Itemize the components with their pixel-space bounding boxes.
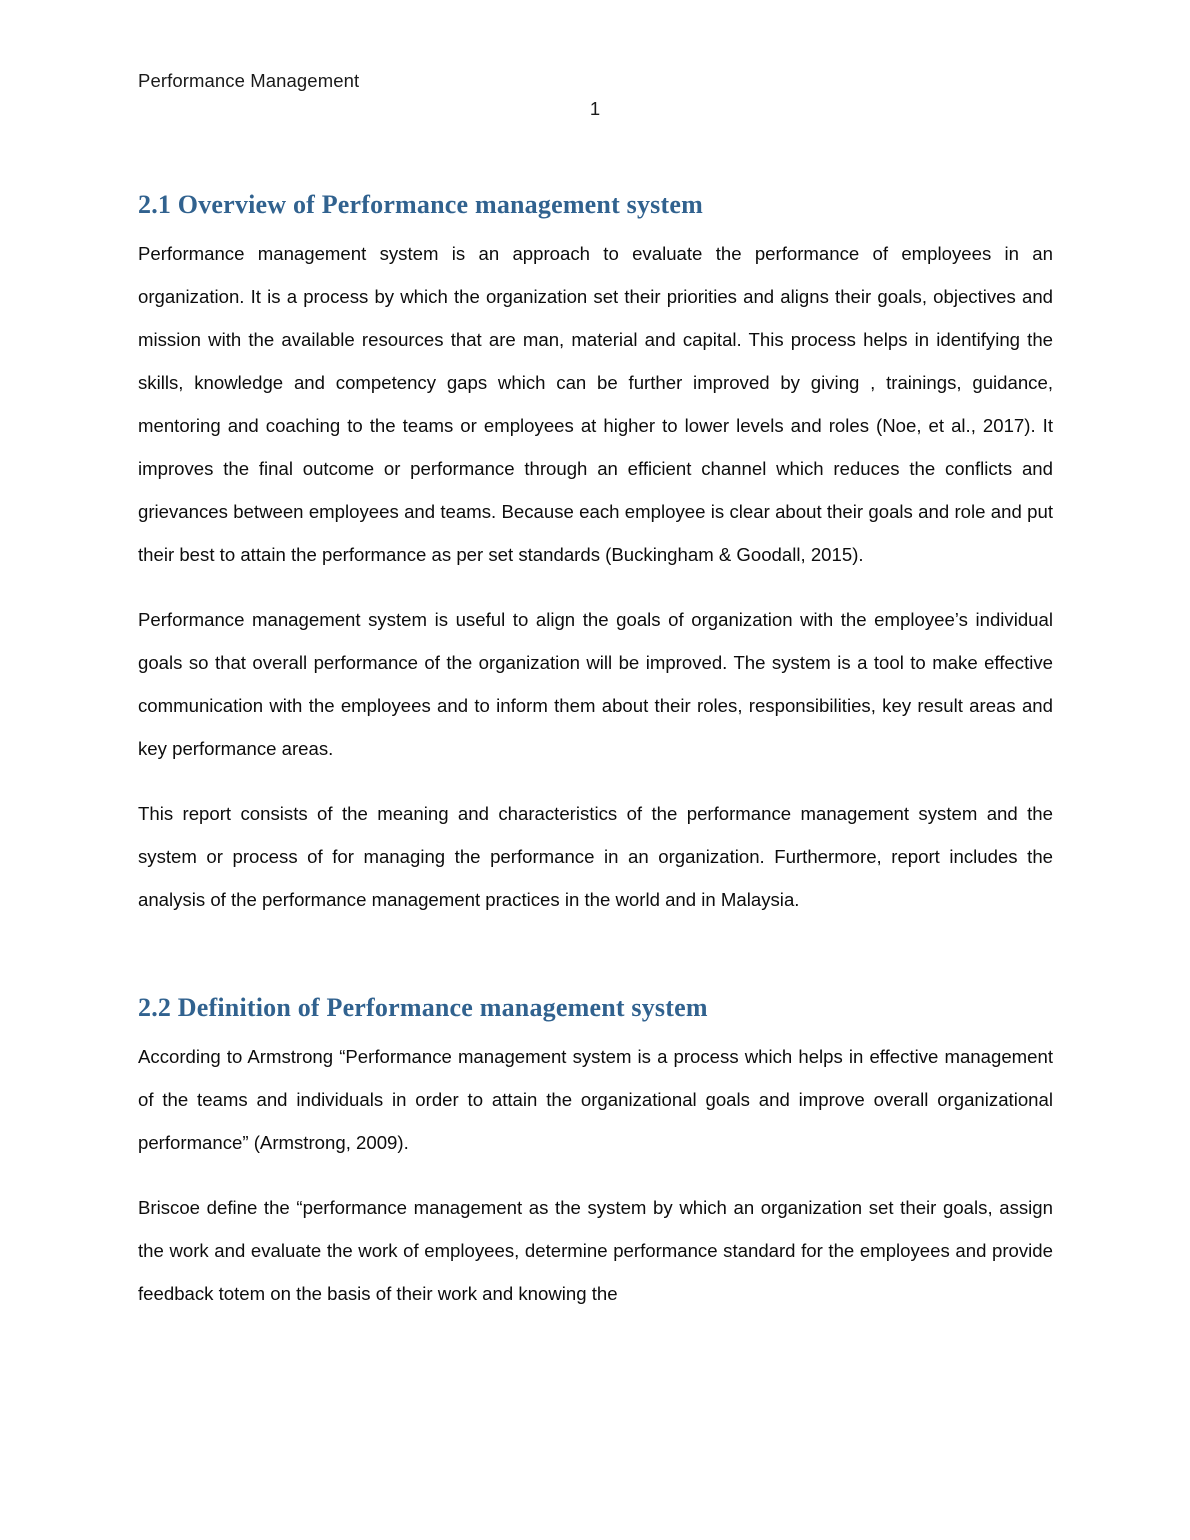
running-head: Performance Management bbox=[138, 70, 360, 91]
document-body bbox=[138, 190, 1053, 1315]
paragraph: Performance management system is an approach to evaluate the performance of employees in an organization. It is a process by which the organization set their priorities and aligns their goals, objectives and mission with the available resources that are man, material and capital. This process helps in identifying the skills, knowledge and competency gaps which can be further improved by giving , trainings, guidance, mentoring and coaching to the teams or employees at higher to lower levels and roles (Noe, et al., 2017). It improves the final outcome or performance through an efficient channel which reduces the conflicts and grievances between employees and teams. Because each employee is clear about their goals and role and put their best to attain the performance as per set standards (Buckingham & Goodall, 2015). bbox=[138, 242, 1053, 565]
paragraph: According to Armstrong “Performance management system is a process which helps in effective management of the teams and individuals in order to attain the organizational goals and improve overall organizational performance” (Armstrong, 2009). bbox=[138, 1045, 1053, 1153]
paragraph: Performance management system is useful to align the goals of organization with the employee’s individual goals so that overall performance of the organization will be improved. The system is a tool to make effective communication with the employees and to inform them about their roles, responsibilities, key result areas and key performance areas. bbox=[138, 608, 1053, 759]
paragraph: Briscoe define the “performance management as the system by which an organization set their goals, assign the work and evaluate the work of employees, determine performance standard for the employees and provide feedback totem on the basis of their work and knowing the bbox=[138, 1196, 1053, 1304]
page-number: 1 bbox=[589, 98, 601, 119]
section-heading-2-1: 2.1 Overview of Performance management system bbox=[138, 190, 703, 219]
section-heading-2-2: 2.2 Definition of Performance management system bbox=[138, 992, 708, 1022]
paragraph: This report consists of the meaning and characteristics of the performance management system and the system or process of for managing the performance in an organization. Furthermore, report includes the analysis of the performance management practices in the world and in Malaysia. bbox=[138, 802, 1053, 910]
